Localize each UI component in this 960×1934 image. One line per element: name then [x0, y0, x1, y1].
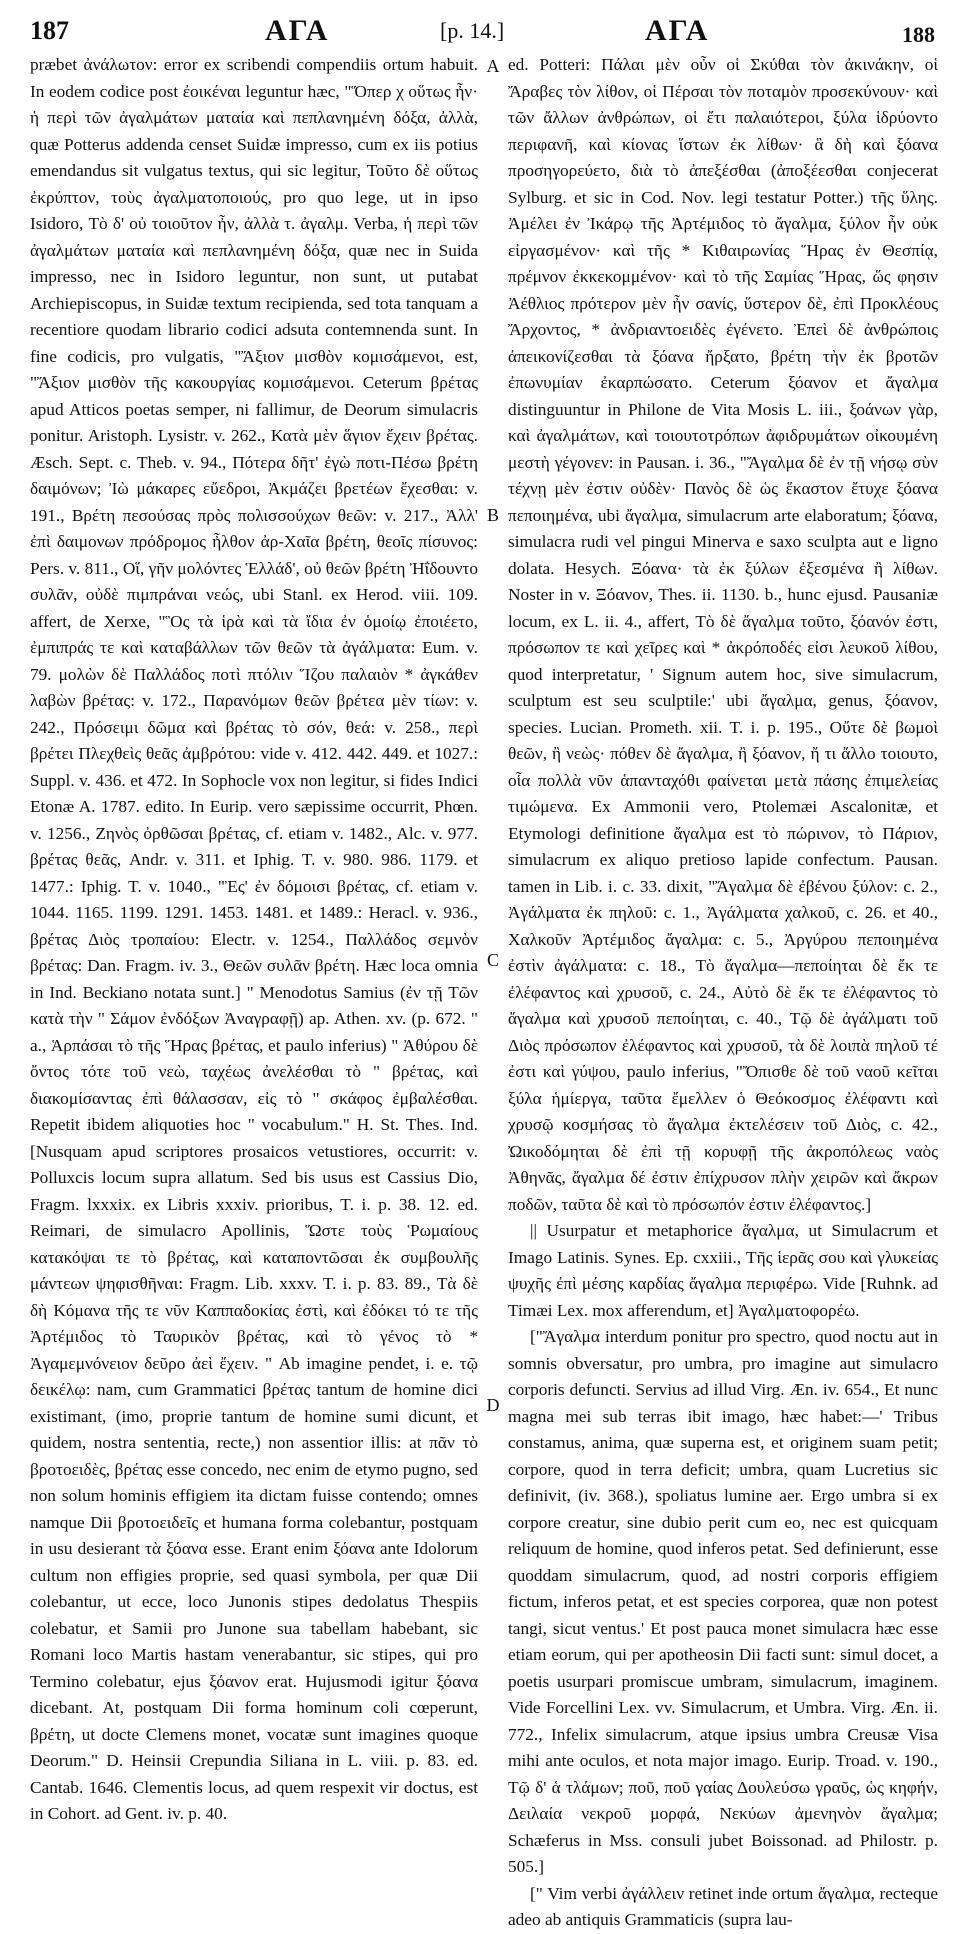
- section-marker-d: D: [486, 1395, 500, 1415]
- running-headword-left: ΑΓΑ: [265, 14, 330, 47]
- section-marker-b: B: [486, 505, 499, 525]
- section-marker-a: A: [486, 56, 500, 76]
- right-paragraph: ["Ἄγαλμα interdum ponitur pro spectro, quod noctu aut in somnis obversatur, pro umbra, pro imagine aut simulacro corporis defuncti. Servius ad illud Virg. Æn. iv. 654., Et nunc magna mei sub terras ibit imago, hæc habet:—' Tribus constamus, anima, quæ superna est, et originem suam petit; corpore, quod in terra deficit; umbra, quam Lucretius sic definivit, (iv. 368.), spoliatus lumine aer. Ergo umbra si ex corpore creatur, sine dubio perit cum eo, nec est quicquam reliquum de homine, quod inferos petat. Sed definierunt, esse quoddam simulacrum, quod, ad nostri corporis effigiem fictum, inferos petat, et est species corporea, quæ non potest tangi, sicut ventus.' Et post pauca monet simulacra hæc esse etiam eorum, qui per apotheosin Dii facti sunt: simul docet, a poetis usurpari promiscue umbram, simulacrum, imaginem. Vide Forcellini Lex. vv. Simulacrum, et Umbra. Virg. Æn. ii. 772., Infelix simulacrum, atque ipsius umbra Creusæ Visa mihi ante oculos, et nota major imago. Eurip. Troad. v. 190., Τῷ δ' ἁ τλάμων; ποῦ, ποῦ γαίας Δουλεύσω γραῦς, ὡς κηφήν, Δειλαία νεκροῦ μορφά, Νεκύων ἀμενηνὸν ἄγαλμα; Schæferus in Mss. consuli jubet Boissonad. ad Philostr. p. 505.]: [508, 1327, 938, 1876]
- right-paragraph: [" Vim verbi ἀγάλλειν retinet inde ortum ἄγαλμα, recteque adeo ab antiquis Grammaticis (supra lau-: [508, 1883, 938, 1929]
- right-paragraph: ed. Potteri: Πάλαι μὲν οὖν οἱ Σκύθαι τὸν ἀκινάκην, οἱ Ἄραβες τὸν λίθον, οἱ Πέρσαι τὸν ποταμὸν προσεκύνουν· καὶ τῶν ἄλλων ἀνθρώπων, οἱ ἔτι παλαιότεροι, ξύλα ἱδρύοντο περιφανῆ, καὶ κίονας ἵστων ἐκ λίθων· ἃ δὴ καὶ ξόανα προσηγορεύετο, διὰ τὸ ἀπεξέσθαι (ἀποξέεσθαι conjecerat Sylburg. et sic in Cod. Nov. legi testatur Potter.) τῆς ὕλης. Ἀμέλει ἐν Ἰκάρῳ τῆς Ἀρτέμιδος τὸ ἄγαλμα, ξύλον ἦν οὐκ εἰργασμένον· καὶ τῆς * Κιθαιρωνίας Ἥρας ἐν Θεσπίᾳ, πρέμνον ἐκκεκομμένον· καὶ τὸ τῆς Σαμίας Ἥρας, ὥς φησιν Ἀέθλιος πρότερον μὲν ἦν σανίς, ὕστερον δὲ, ἐπὶ Προκλέους Ἄρχοντος, * ἀνδριαντοειδὲς ἐγένετο. Ἐπεὶ δὲ ἀνθρώποις ἀπεικονίζεσθαι τὰ ξόανα ἤρξατο, βρέτη τὴν ἐκ βροτῶν ἐπωνυμίαν ἐκαρπώσατο. Ceterum ξόανον et ἄγαλμα distinguuntur in Philone de Vita Mosis L. iii., ξοάνων γὰρ, καὶ ἀγαλμάτων, καὶ τοιουτοτρόπων ἀφιδρυμάτων οἰκουμένη μεστὴ γέγονεν: in Pausan. i. 36., "Ἄγαλμα δὲ ἐν τῇ νήσῳ σὺν τέχνῃ μὲν ἐστιν οὐδὲν· Πανὸς δὲ ὡς ἕκαστον ἔτυχε ξόανα πεποιημένα, ubi ἄγαλμα, simulacrum arte elaboratum; ξόανα, simulacra rudi vel pingui Minerva e saxo sculpta aut e ligno dolata. Hesych. Ξόανα· τὰ ἐκ ξύλων ἐξεσμένα ἢ λίθων. Noster in v. Ξόανον, Thes. ii. 1130. b., hunc ejusd. Pausaniæ locum, ex L. ii. 4., affert, Τὸ δὲ ἄγαλμα τοῦτο, ξόανόν ἐστι, πρόσωπον τε καὶ χεῖρες καὶ * ἀκρόποδές εἰσι λευκοῦ λίθου, quod interpretatur, ' Signum autem hoc, sive simulacrum, sculptum est seu sculptile:' ubi ἄγαλμα, genus, ξόανον, species. Lucian. Prometh. xii. T. i. p. 195., Οὔτε δὲ βωμοὶ θεῶν, ἢ νεὼς· πόθεν δὲ ἄγαλμα, ἢ ξόανον, ἤ τι ἄλλο τοιουτο, οἷα πολλὰ νῦν ἁπανταχόθι φαίνεται μετὰ πάσης ἐπιμελείας τιμώμενα. Ex Ammonii vero, Ptolemæi Ascalonitæ, et Etymologi definitione ἄγαλμα est τὸ πώρινον, τὸ Πάριον, simulacrum ex aliquo pretioso lapide confectum. Pausan. tamen in Lib. i. c. 33. dixit, "Ἄγαλμα δὲ ἐβένου ξύλον: c. 2., Ἀγάλματα ἐκ πηλοῦ: c. 1., Ἀγάλματα χαλκοῦ, c. 26. et 40., Χαλκοῦν Ἀρτέμιδος ἄγαλμα: c. 5., Ἀργύρου πεποιημένα ἐστὶν ἀγάλματα: c. 18., Τὸ ἄγαλμα—πεποίηται δὲ ἔκ τε ἐλέφαντος καὶ χρυσοῦ, c. 24., Αὐτὸ δὲ ἔκ τε ἐλέφαντος τὸ ἄγαλμα καὶ χρυσοῦ πεποίηται, c. 40., Τῷ δὲ ἀγάλματι τοῦ Διὸς πρόσωπον ἐλέφαντος καὶ χρυσοῦ, τὰ δὲ λοιπὰ πηλοῦ τέ ἐστι καὶ γύψου, paulo inferius, "Ὄπισθε δὲ τοῦ ναοῦ κεῖται ξύλα ἡμίεργα, ταῦτα ἔμελλεν ὁ Θεόκοσμος ἐλέφαντι καὶ χρυσῷ κοσμήσας τὸ ἄγαλμα ἐκτελέσειν τοῦ Διὸς, c. 42., Ὠικοδόμηται δὲ ἐπὶ τῇ κορυφῇ τῆς ἀκροπόλεως ναὸς Ἀθηνᾶς, ἄγαλμα δέ ἐστιν ἐπίχρυσον πλὴν χειρῶν καὶ ἄκρων ποδῶν, ταῦτα δὲ καὶ τὸ πρόσωπόν ἐστιν ἐλέφαντος.]: [508, 55, 938, 1214]
- page-number-right: 188: [902, 22, 935, 47]
- page-number-left: 187: [30, 16, 69, 45]
- page-reference: [p. 14.]: [440, 18, 505, 43]
- running-headword-right: ΑΓΑ: [645, 14, 710, 47]
- section-marker-c: C: [486, 950, 499, 970]
- left-column: [30, 52, 478, 1823]
- page-header: [30, 14, 935, 48]
- right-paragraph: || Usurpatur et metaphorice ἄγαλμα, ut Simulacrum et Imago Latinis. Synes. Ep. cxxiii., Τῆς ἱερᾶς σου καὶ γλυκείας ψυχῆς ἐπὶ μέσης καρδίας ἄγαλμα περιφέρω. Vide [Ruhnk. ad Timæi Lex. mox afferendum, et] Ἀγαλματοφορέω.: [508, 1221, 938, 1320]
- left-paragraph: præbet ἀνάλωτον: error ex scribendi compendiis ortum habuit. In eodem codice post ἐοικέναι leguntur hæc, "Ὅπερ χ οὕτως ἦν· ἡ περὶ τῶν ἀγαλμάτων ματαία καὶ πεπλανημένη δόξα, ἀλλὰ, quæ Potterus addenda censet Suidæ impresso, cum ex iis potius emendandus sit vulgatus textus, qui sic legitur, Τοῦτο δὲ οὕτως ἐκρύπτον, τοὺς ἀγαλματοποιούς, pro quo lege, ut in ipso Isidoro, Τὸ δ' οὐ τοιοῦτον ἦν, ἀλλὰ τ. ἀγαλμ. Verba, ἡ περὶ τῶν ἀγαλμάτων ματαία καὶ πεπλανημένη δόξα, quæ nec in Suida impresso, nec in Isidoro leguntur, non sunt, ut putabat Archiepiscopus, in Suidæ textum recipienda, sed tota tanquam a recentiore quodam librario codici adsuta contemnenda sunt. In fine codicis, pro vulgatis, "Ἄξιον μισθὸν κομισάμενοι, est, "Ἄξιον μισθὸν τῆς κακουργίας κομισάμενοι. Ceterum βρέτας apud Atticos poetas semper, ni fallimur, de Deorum simulacris ponitur. Aristoph. Lysistr. v. 262., Κατὰ μὲν ἅγιον ἔχειν βρέτας. Æsch. Sept. c. Theb. v. 94., Πότερα δῆτ' ἐγὼ ποτι-Πέσω βρέτη δαιμόνων; Ἰὼ μάκαρες εὔεδροι, Ἀκμάζει βρετέων ἔχεσθαι: v. 191., Βρέτη πεσούσας πρὸς πολισσούχων θεῶν: v. 217., Ἀλλ' ἐπὶ δαιμονων πρόδρομος ἦλθον ἀρ-Χαῖα βρέτη, θεοῖς πίσυνος: Pers. v. 811., Οἵ, γῆν μολόντες Ἑλλάδ', οὐ θεῶν βρέτη Ἠΐδουντο συλᾶν, οὐδὲ πιμπράναι νεώς, ubi Stanl. ex Herod. viii. 109. affert, de Xerxe, "Ὃς τὰ ἱρὰ καὶ τὰ ἴδια ἐν ὁμοίῳ ἐποιέετο, ἐμπιπράς τε καὶ καταβάλλων τῶν θεῶν τὰ ἀγάλματα: Eum. v. 79. μολὼν δὲ Παλλάδος ποτὶ πτόλιν Ἵζου παλαιὸν * ἀγκάθεν λαβὼν βρέτας: v. 172., Παρανόμων θεῶν βρέτεα μὲν τίων: v. 242., Πρόσειμι δῶμα καὶ βρέτας τὸ σόν, θεά: v. 258., περὶ βρέτει Πλεχθεὶς θεᾶς ἀμβρότου: vide v. 412. 442. 449. et 1027.: Suppl. v. 436. et 472. In Sophocle vox non legitur, si fides Indici Etonæ A. 1787. edito. In Eurip. vero sæpissime occurrit, Phœn. v. 1256., Ζηνὸς ὀρθῶσαι βρέτας, cf. etiam v. 1482., Alc. v. 977. βρέτας θεᾶς, Andr. v. 311. et Iphig. T. v. 980. 986. 1179. et 1477.: Iphig. T. v. 1040., "Ἐς' ἐν δόμοισι βρέτας, cf. etiam v. 1044. 1165. 1199. 1291. 1453. 1481. et 1489.: Heracl. v. 936., βρέτας Διὸς τροπαίου: Electr. v. 1254., Παλλάδος σεμνὸν βρέτας: Dan. Fragm. iv. 3., Θεῶν συλᾶν βρέτη. Hæc loca omnia in Ind. Beckiano notata sunt.] " Menodotus Samius (ἐν τῇ Τῶν κατὰ τὴν " Σάμον ἐνδόξων Ἀναγραφῇ) ap. Athen. xv. (p. 672. " a., Ἁρπάσαι τὸ τῆς Ἥρας βρέτας, et paulo inferius) " Ἀθύρου δὲ ὄντος τότε τοῦ νεὼ, ταχέως ἀνελέσθαι τὸ " βρέτας, καὶ διακομίσαντας ἐπὶ θάλασσαν, εἰς τὸ " σκάφος ἐμβαλέσθαι. Repetit ibidem aliquoties hoc " vocabulum." H. St. Thes. Ind. [Nusquam apud scriptores prosaicos vetustiores, occurrit: v. Polluxcis locum supra allatum. Sed bis usus est Cassius Dio, Fragm. lxxxix. ex Libris xxxiv. prioribus, T. i. p. 38. 12. ed. Reimari, de simulacro Apollinis, Ὥστε τοὺς Ῥωμαίους κατακόψαι τε τὸ βρέτας, καὶ καταποντῶσαι ἐκ συμβουλῆς μάντεων ψηφισθῆναι: Fragm. Lib. xxxv. T. i. p. 83. 89., Τὰ δὲ δὴ Κόμανα τῆς τε νῦν Καππαδοκίας ἐστὶ, καὶ ἐδόκει τό τε τῆς Ἀρτέμιδος τὸ Ταυρικὸν βρέτας, καὶ τὸ γένος τὸ * Ἀγαμεμνόνειον δεῦρο ἀεὶ ἔχειν. " Ab imagine pendet, i. e. τῷ δεικέλῳ: nam, cum Grammatici βρέτας tantum de homine dici existimant, (imo, proprie tantum de homine sumi dicunt, et quidem, nostra sententia, recte,) non assentior illis: at πᾶν τὸ βροτοειδὲς, βρέτας esse concedo, nec enim de etymo pugno, sed non solum hominis effigiem ita dictam fuisse contendo; omnes namque Dii βροτοειδεῖς et humana forma colebantur, postquam in usu desierant τὰ ξόανα esse. Erant enim ξόανα ante Idolorum cultum non effigies proprie, sed quasi symbola, per quæ Dii colebantur, ut ecce, loco Junonis stipes dedolatus Thespiis colebatur, et Samii pro Junone sua tabellam habebant, sic Romani loco Martis hastam venerabantur, sic stipes, qui pro Termino colebatur, ejus ξόανον erat. Hujusmodi igitur ξόανα dicebant. At, postquam Dii forma hominum coli cœperunt, βρέτη, ut docte Clemens monet, vocatæ sunt imagines quoque Deorum." D. Heinsii Crepundia Siliana in L. viii. p. 83. ed. Cantab. 1646. Clementis locus, ad quem respexit vir doctus, est in Cohort. ad Gent. iv. p. 40.: [30, 55, 478, 1823]
- right-column: [508, 52, 938, 1929]
